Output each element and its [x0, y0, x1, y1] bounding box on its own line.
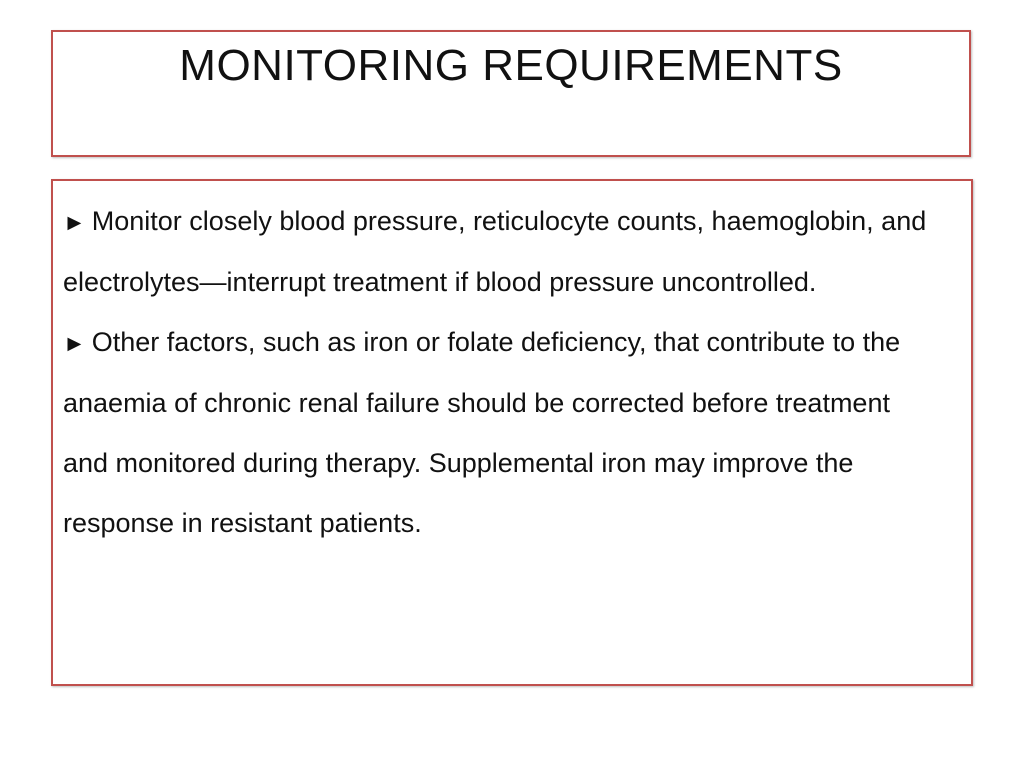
title-box	[51, 30, 971, 157]
bullet-text: Monitor closely blood pressure, reticulocyte counts, haemoglobin, and electrolytes—interrupt treatment if blood pressure uncontrolled.	[63, 206, 927, 297]
triangle-bullet-icon: ►	[63, 209, 86, 235]
slide-title: MONITORING REQUIREMENTS	[179, 41, 843, 90]
bullet-item	[63, 191, 931, 312]
bullet-item	[63, 312, 931, 553]
bullet-list	[63, 191, 931, 553]
triangle-bullet-icon: ►	[63, 330, 86, 356]
content-box	[51, 179, 973, 686]
bullet-text: Other factors, such as iron or folate deficiency, that contribute to the anaemia of chronic renal failure should be corrected before treatment and monitored during therapy. Supplemental iron may improve the response in resistant patients.	[63, 327, 901, 538]
